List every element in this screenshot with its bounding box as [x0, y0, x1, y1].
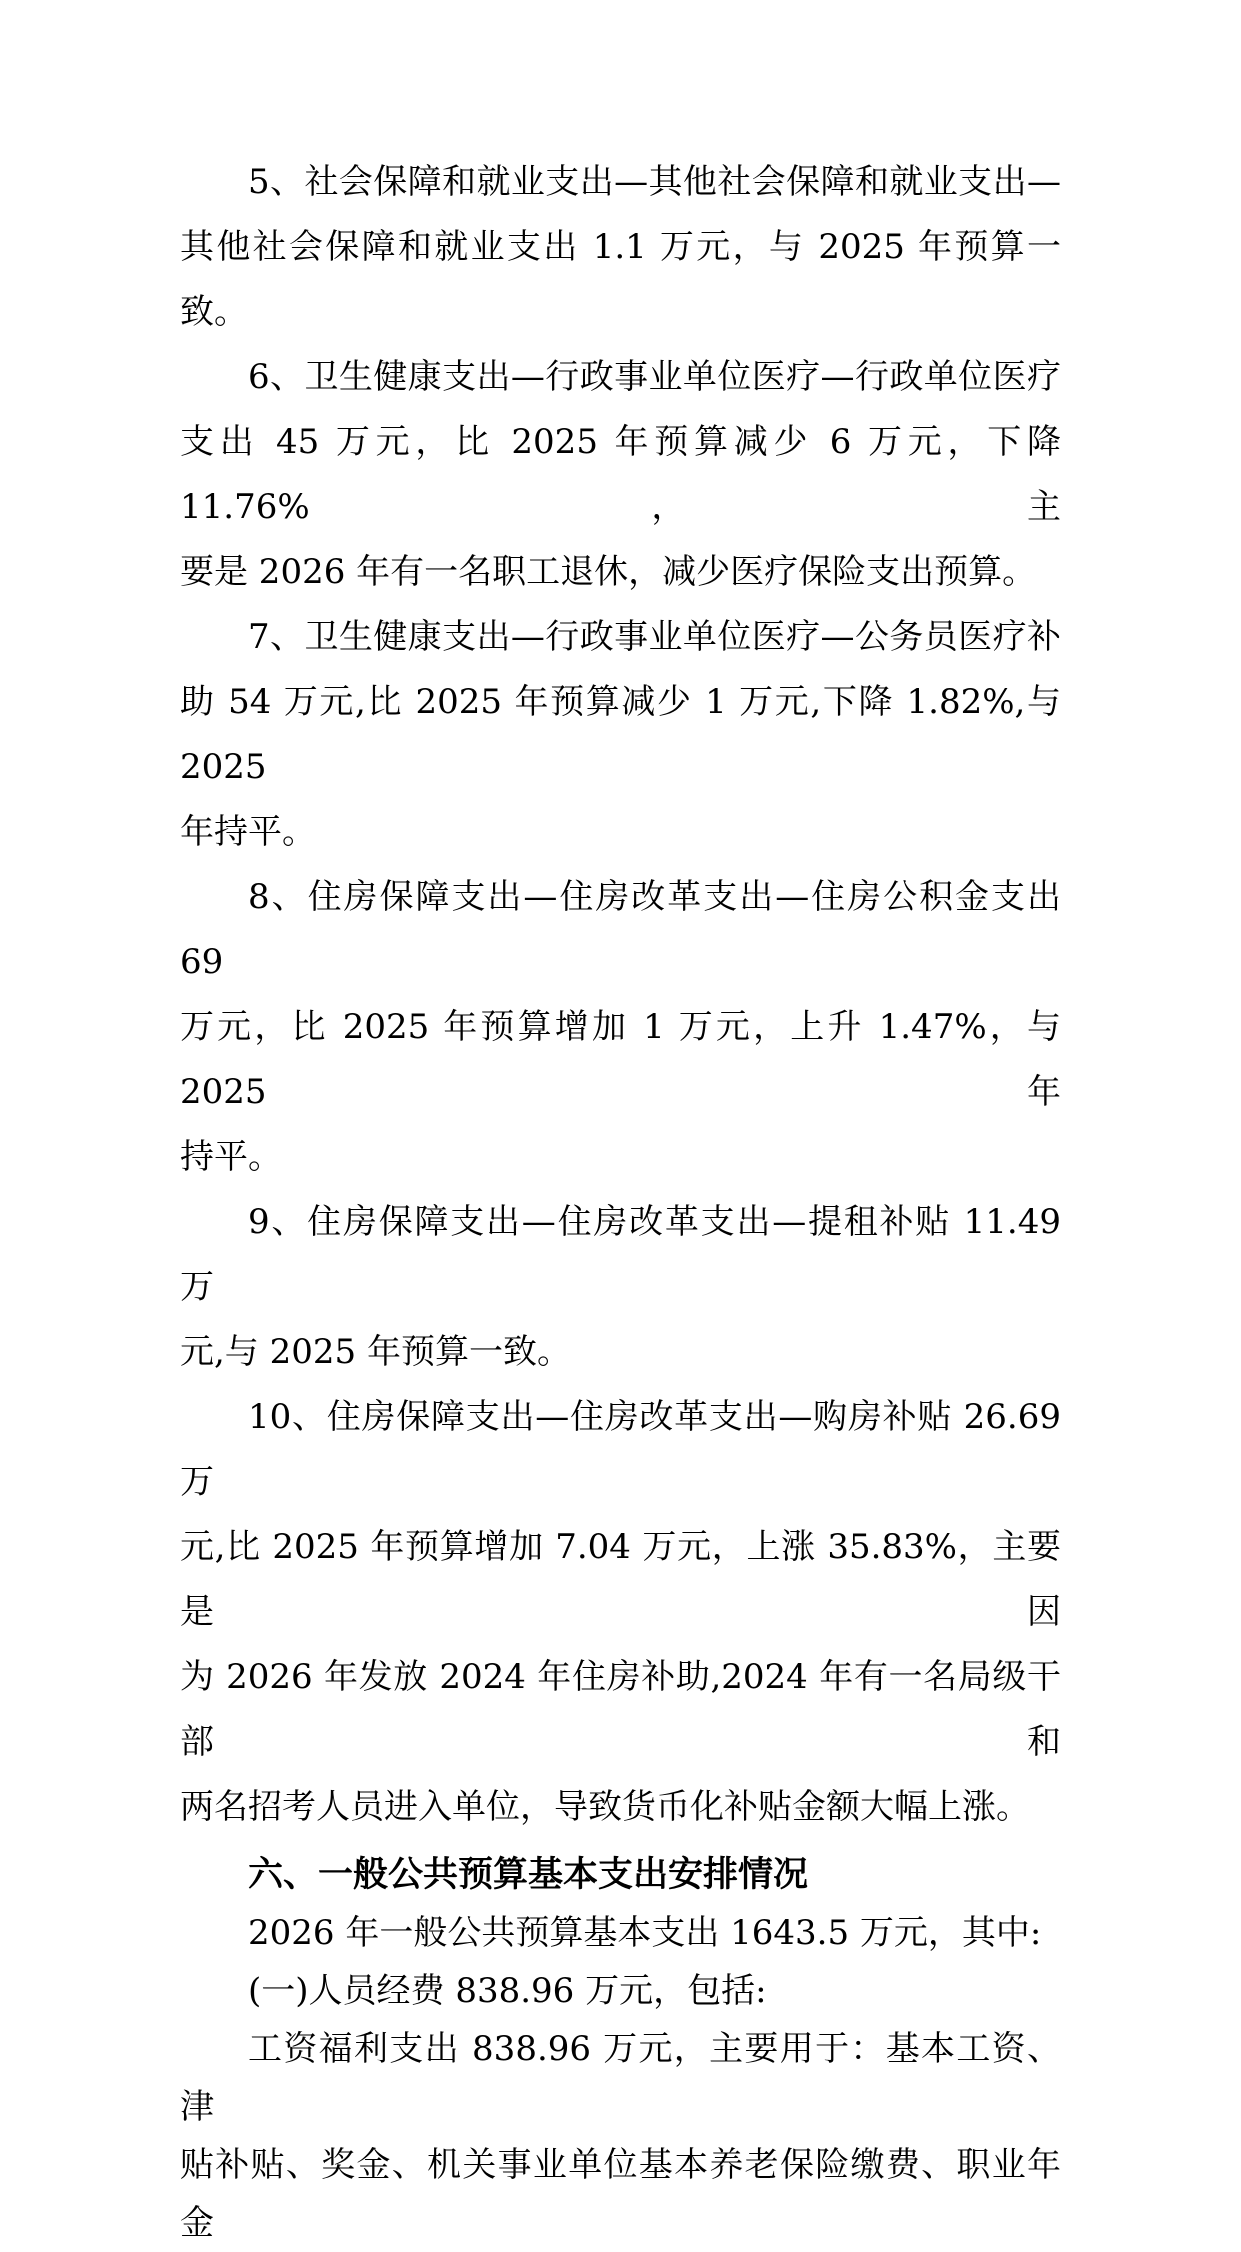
- text-line: (一)人员经费 838.96 万元，包括:: [248, 1971, 767, 2011]
- paragraph-wage-welfare: [180, 2020, 1061, 2252]
- text-line: 贴补贴、奖金、机关事业单位基本养老保险缴费、职业年金: [180, 2145, 1061, 2243]
- text-line: 10、住房保障支出—住房改革支出—购房补贴 26.69 万: [180, 1397, 1061, 1502]
- paragraph-item-8: [180, 865, 1061, 1190]
- text-line: 9、住房保障支出—住房改革支出—提租补贴 11.49 万: [180, 1202, 1061, 1307]
- paragraph-item-7: [180, 605, 1061, 865]
- paragraph-item-5: [180, 150, 1061, 345]
- section-expenditure-items: [180, 150, 1061, 1840]
- text-line: 年持平。: [180, 812, 316, 852]
- text-line: 支出 45 万元，比 2025 年预算减少 6 万元，下降 11.76%，主: [180, 422, 1061, 527]
- text-line: 7、卫生健康支出—行政事业单位医疗—公务员医疗补: [248, 617, 1061, 657]
- text-line: 持平。: [180, 1137, 282, 1177]
- section-basic-expenditure: [180, 1846, 1061, 2252]
- document-content: [180, 150, 1061, 2252]
- paragraph-personnel-funds: [180, 1962, 1061, 2020]
- section-heading: 六、一般公共预算基本支出安排情况: [248, 1855, 809, 1895]
- paragraph-item-10: [180, 1385, 1061, 1840]
- text-line: 要是 2026 年有一名职工退休，减少医疗保险支出预算。: [180, 552, 1037, 592]
- text-line: 两名招考人员进入单位，导致货币化补贴金额大幅上涨。: [180, 1787, 1030, 1827]
- text-line: 2026 年一般公共预算基本支出 1643.5 万元，其中:: [248, 1913, 1042, 1953]
- text-line: 6、卫生健康支出—行政事业单位医疗—行政单位医疗: [248, 357, 1061, 397]
- text-line: 8、住房保障支出—住房改革支出—住房公积金支出 69: [180, 877, 1061, 982]
- text-line: 助 54 万元,比 2025 年预算减少 1 万元,下降 1.82%,与 2025: [180, 682, 1061, 787]
- text-line: 元,与 2025 年预算一致。: [180, 1332, 571, 1372]
- paragraph-basic-total: [180, 1904, 1061, 1962]
- paragraph-item-6: [180, 345, 1061, 605]
- text-line: 万元，比 2025 年预算增加 1 万元，上升 1.47%，与 2025 年: [180, 1007, 1061, 1112]
- text-line: 元,比 2025 年预算增加 7.04 万元，上涨 35.83%，主要是因: [180, 1527, 1061, 1632]
- text-line: 5、社会保障和就业支出—其他社会保障和就业支出—: [248, 162, 1061, 202]
- text-line: 为 2026 年发放 2024 年住房补助,2024 年有一名局级干部和: [180, 1657, 1061, 1762]
- text-line: 其他社会保障和就业支出 1.1 万元，与 2025 年预算一致。: [180, 227, 1061, 332]
- paragraph-item-9: [180, 1190, 1061, 1385]
- text-line: 工资福利支出 838.96 万元，主要用于：基本工资、津: [180, 2029, 1061, 2127]
